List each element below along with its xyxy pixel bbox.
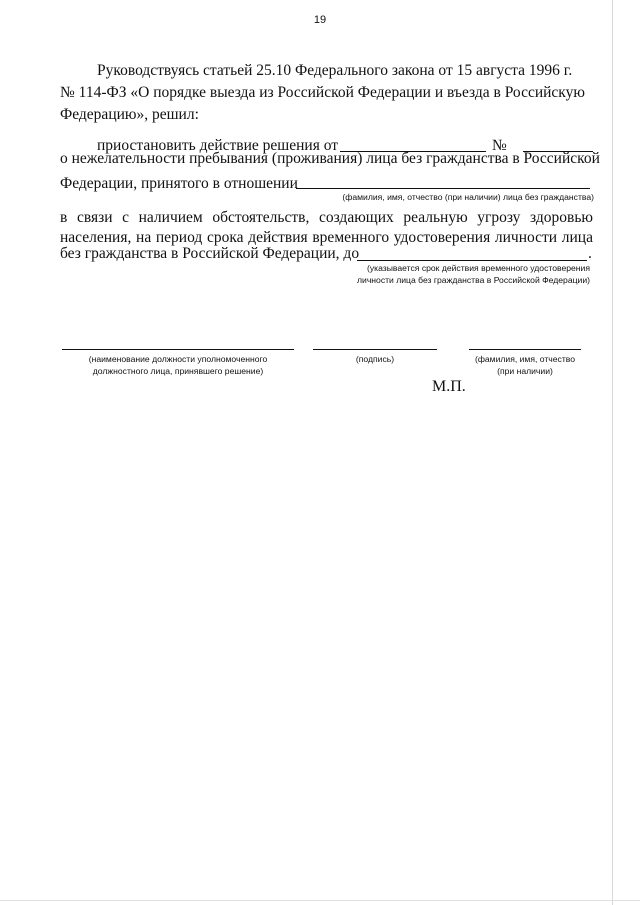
circumstances-line-1: в связи с наличием обстоятельств, создающих реальную угрозу здоровью <box>60 209 593 226</box>
period-end: . <box>588 245 592 262</box>
name-caption-1: (фамилия, имя, отчество <box>474 354 576 364</box>
circumstances-line-2: населения, на период срока действия временного удостоверения личности лица <box>60 229 593 246</box>
scan-edge <box>612 0 613 905</box>
official-name-field[interactable] <box>469 349 581 350</box>
validity-date-field[interactable] <box>357 260 587 261</box>
person-name-field[interactable] <box>296 188 590 189</box>
intro-line-3: Федерацию», решил: <box>60 106 199 123</box>
name-caption-2: (при наличии) <box>497 366 553 376</box>
page-number: 19 <box>313 14 327 26</box>
seal-mark: М.П. <box>432 378 466 395</box>
position-caption-1: (наименование должности уполномоченного <box>88 354 268 364</box>
validity-caption-2: личности лица без гражданства в Российской Федерации) <box>357 275 590 285</box>
validity-caption-1: (указывается срок действия временного удостоверения <box>367 263 590 273</box>
position-caption-2: должностного лица, принявшего решение) <box>92 366 264 376</box>
signature-caption: (подпись) <box>355 354 395 364</box>
suspend-text: приостановить действие решения от <box>97 137 339 154</box>
intro-line-1: Руководствуясь статьей 25.10 Федерального закона от 15 августа 1996 г. <box>97 62 573 79</box>
person-name-caption: (фамилия, имя, отчество (при наличии) лица без гражданства) <box>342 192 594 202</box>
number-sign: № <box>492 137 507 154</box>
suspend-line-3: Федерации, принятого в отношении <box>60 175 298 192</box>
intro-line-2: № 114-ФЗ «О порядке выезда из Российской Федерации и въезда в Российскую <box>60 84 585 101</box>
circumstances-line-3: без гражданства в Российской Федерации, до <box>60 245 360 262</box>
official-position-field[interactable] <box>62 349 294 350</box>
scan-bottom-edge <box>0 900 640 901</box>
suspend-line-2: о нежелательности пребывания (проживания) лица без гражданства в Российской <box>60 150 600 167</box>
signature-field[interactable] <box>313 349 437 350</box>
